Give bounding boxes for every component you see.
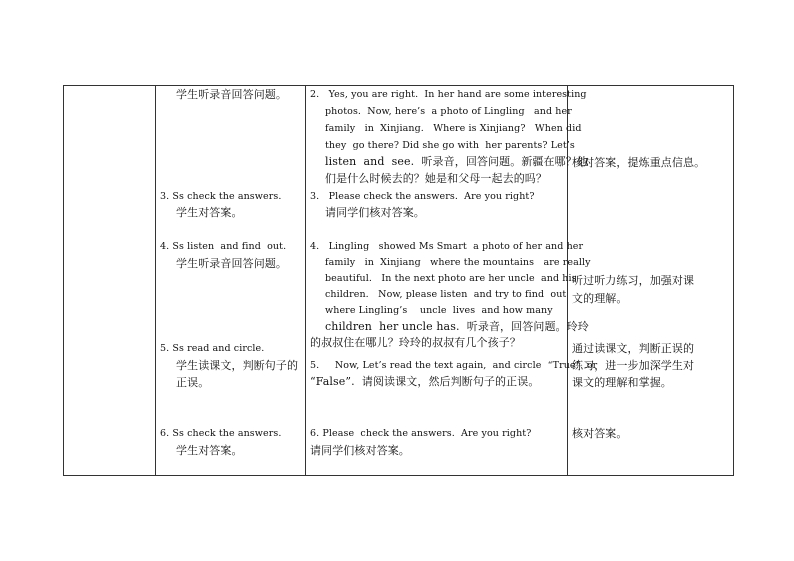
teacher-block-2-line-6: 们是什么时候去的？她是和父母一起去的吗？	[325, 172, 547, 185]
teacher-block-4-line-1: 4. Lingling showed Ms Smart a photo of her and her	[310, 241, 584, 252]
teacher-block-2-line-2: photos. Now, here’s a photo of Lingling and her	[325, 106, 572, 117]
teacher-block-6-line-1: 6. Please check the answers. Are you right?	[310, 428, 532, 439]
purpose-6: 核对答案。	[572, 427, 628, 440]
teacher-block-4-line-4: children. Now, please listen and try to find out	[325, 289, 567, 300]
teacher-block-3-line-1: 3. Please check the answers. Are you right?	[310, 191, 535, 202]
column-border-1	[63, 85, 64, 476]
teacher-block-2-line-5: listen and see. 听录音，回答问题。新疆在哪？他	[325, 155, 588, 168]
teacher-block-3-line-2: 请同学们核对答案。	[325, 206, 425, 219]
purpose-4-line-1: 听过听力练习，加强对课	[572, 274, 695, 287]
teacher-block-4-line-6: children her uncle has. 听录音，回答问题。玲玲	[325, 320, 589, 333]
purpose-5-line-2: 练习，进一步加深学生对	[572, 359, 695, 372]
student-step-3-text: 学生对答案。	[176, 206, 243, 219]
student-step-4-title: 4. Ss listen and find out.	[160, 241, 287, 252]
student-step-5-title: 5. Ss read and circle.	[160, 343, 265, 354]
teacher-block-6-line-2: 请同学们核对答案。	[310, 444, 410, 457]
purpose-4-line-2: 文的理解。	[572, 292, 628, 305]
column-border-5	[733, 85, 734, 476]
column-border-2	[155, 85, 156, 476]
student-step-4-text: 学生听录音回答问题。	[176, 257, 287, 270]
student-step-3-title: 3. Ss check the answers.	[160, 191, 282, 202]
table-bottom-border	[63, 475, 733, 476]
student-step-2-text: 学生听录音回答问题。	[176, 88, 287, 101]
teacher-block-4-line-3: beautiful. In the next photo are her uncle and his	[325, 273, 577, 284]
student-step-6-text: 学生对答案。	[176, 444, 243, 457]
teacher-block-5-line-1: 5. Now, Let’s read the text again, and circle “True” or	[310, 360, 598, 371]
teacher-block-2-line-4: they go there? Did she go with her parents? Let’s	[325, 140, 575, 151]
student-step-6-title: 6. Ss check the answers.	[160, 428, 282, 439]
teacher-block-4-line-7: 的叔叔住在哪儿？玲玲的叔叔有几个孩子？	[310, 336, 521, 349]
teacher-block-2-line-3: family in Xinjiang. Where is Xinjiang? When did	[325, 123, 582, 134]
teacher-block-5-line-2: “False”. 请阅读课文，然后判断句子的正误。	[310, 375, 540, 388]
teacher-block-4-line-2: family in Xinjiang where the mountains are really	[325, 257, 591, 268]
purpose-5-line-3: 课文的理解和掌握。	[572, 376, 672, 389]
teacher-block-4-line-5: where Lingling’s uncle lives and how many	[325, 305, 553, 316]
column-border-3	[305, 85, 306, 476]
student-step-5-line-2: 正误。	[176, 376, 210, 389]
student-step-5-line-1: 学生读课文，判断句子的	[176, 359, 299, 372]
purpose-2: 核对答案，提炼重点信息。	[572, 156, 706, 169]
teacher-block-2-line-1: 2. Yes, you are right. In her hand are some interesting	[310, 89, 587, 100]
purpose-5-line-1: 通过读课文，判断正误的	[572, 342, 695, 355]
